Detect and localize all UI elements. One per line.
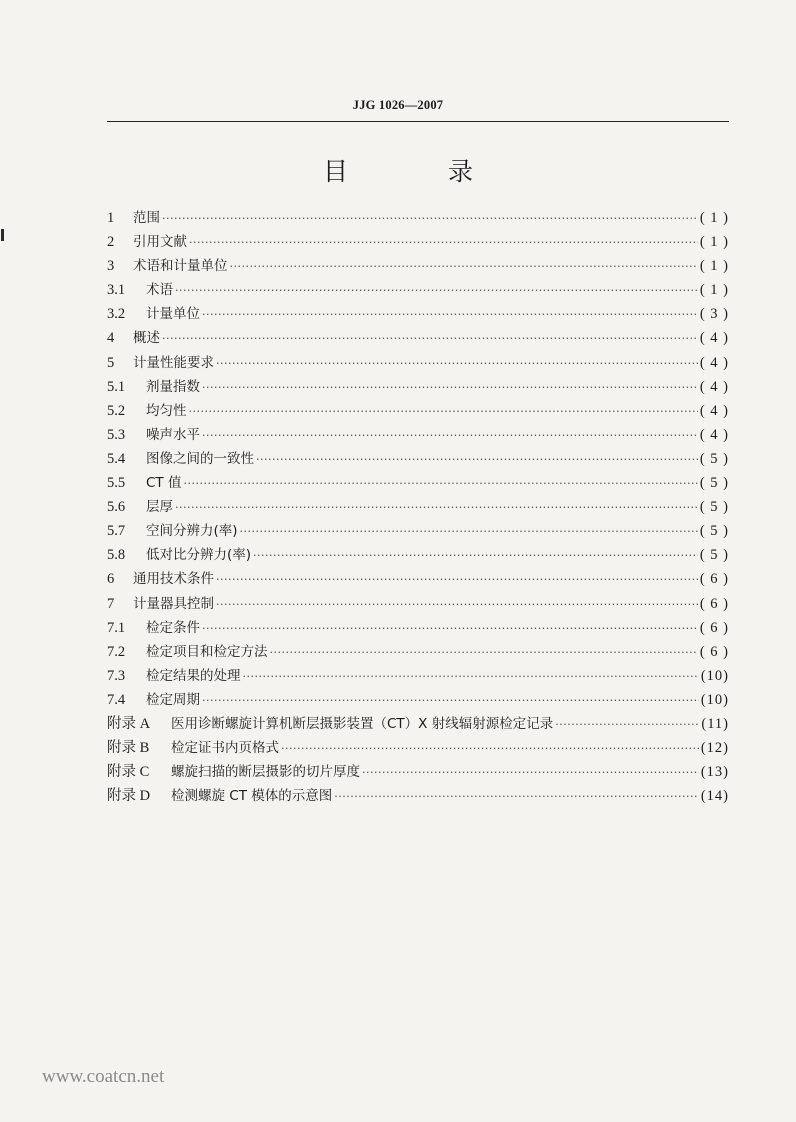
toc-entry-page: (12) — [700, 740, 729, 757]
toc-entry-number: 5.7 — [107, 523, 126, 540]
toc-entry-page: ( 1 ) — [699, 210, 729, 226]
toc-entry-number: 3.2 — [107, 306, 126, 323]
toc-entry[interactable] — [107, 784, 729, 808]
toc-entry-number: 附录 B — [107, 740, 150, 757]
toc-dot-leader — [243, 670, 699, 683]
toc-entry-number: 附录 A — [107, 715, 151, 732]
toc-entry[interactable] — [107, 254, 729, 278]
toc-entry-number: 5.2 — [107, 402, 126, 419]
toc-entry[interactable] — [107, 712, 729, 736]
toc-entry-number: 6 — [107, 571, 115, 588]
toc-entry-title: 均匀性 — [146, 402, 187, 419]
toc-entry-page: ( 6 ) — [699, 643, 729, 660]
toc-entry-number: 3 — [107, 258, 115, 275]
toc-entry-page: ( 5 ) — [699, 523, 729, 540]
toc-entry[interactable] — [107, 230, 729, 254]
toc-entry-title: CT 值 — [146, 475, 182, 492]
toc-entry-number: 5.1 — [107, 378, 126, 395]
toc-entry-page: ( 5 ) — [699, 450, 729, 467]
toc-entry-title: 层厚 — [146, 499, 173, 516]
table-of-contents — [107, 206, 729, 808]
toc-entry[interactable] — [107, 543, 729, 567]
toc-entry[interactable] — [107, 736, 729, 760]
document-code: JJG 1026—2007 — [352, 98, 444, 112]
toc-entry-number: 附录 D — [107, 788, 151, 805]
toc-dot-leader — [189, 405, 698, 418]
toc-dot-leader — [202, 429, 698, 442]
toc-entry-title: 螺旋扫描的断层摄影的切片厚度 — [171, 764, 360, 781]
toc-entry-title: 计量性能要求 — [133, 354, 214, 371]
toc-dot-leader — [230, 260, 698, 273]
toc-entry[interactable] — [107, 567, 729, 591]
toc-entry-title: 术语和计量单位 — [133, 258, 228, 275]
toc-entry-title: 检测螺旋 CT 模体的示意图 — [171, 788, 333, 805]
toc-entry-title: 低对比分辨力(率) — [146, 547, 252, 564]
toc-dot-leader — [362, 766, 699, 779]
toc-entry[interactable] — [107, 664, 729, 688]
toc-dot-leader — [162, 332, 698, 345]
toc-entry-title: 图像之间的一致性 — [146, 450, 254, 467]
toc-entry[interactable] — [107, 447, 729, 471]
toc-entry-page: ( 4 ) — [699, 330, 729, 347]
toc-dot-leader — [183, 477, 697, 490]
toc-dot-leader — [240, 525, 698, 538]
toc-dot-leader — [555, 718, 699, 731]
toc-entry[interactable] — [107, 688, 729, 712]
toc-entry-title: 检定条件 — [146, 619, 200, 636]
toc-entry[interactable] — [107, 326, 729, 350]
toc-entry-title: 噪声水平 — [146, 426, 200, 443]
toc-entry-title: 通用技术条件 — [133, 571, 214, 588]
toc-entry-number: 5.6 — [107, 499, 126, 516]
toc-dot-leader — [216, 598, 698, 611]
toc-entry-number: 5 — [107, 354, 115, 371]
toc-entry-title: 概述 — [133, 330, 160, 347]
toc-entry-number: 1 — [107, 210, 115, 226]
toc-entry-page: ( 3 ) — [699, 306, 729, 323]
toc-dot-leader — [270, 646, 698, 659]
toc-entry-number: 7.2 — [107, 643, 126, 660]
toc-entry[interactable] — [107, 423, 729, 447]
toc-entry[interactable] — [107, 375, 729, 399]
toc-entry-title: 计量器具控制 — [133, 595, 214, 612]
toc-dot-leader — [175, 284, 698, 297]
toc-entry[interactable] — [107, 471, 729, 495]
toc-dot-leader — [334, 790, 699, 803]
toc-entry-page: (10) — [700, 691, 729, 708]
toc-dot-leader — [175, 501, 698, 514]
toc-entry[interactable] — [107, 760, 729, 784]
toc-entry-number: 2 — [107, 234, 115, 251]
toc-dot-leader — [281, 742, 699, 755]
toc-entry-number: 5.3 — [107, 426, 126, 443]
toc-entry[interactable] — [107, 278, 729, 302]
toc-entry-title: 医用诊断螺旋计算机断层摄影装置（CT）X 射线辐射源检定记录 — [171, 715, 554, 732]
toc-entry-number: 5.4 — [107, 450, 126, 467]
toc-entry-number: 7.4 — [107, 691, 126, 708]
toc-entry-page: ( 5 ) — [699, 475, 729, 492]
toc-entry-title: 空间分辨力(率) — [146, 523, 238, 540]
toc-entry-number: 5.8 — [107, 547, 126, 564]
toc-entry[interactable] — [107, 495, 729, 519]
header-rule — [107, 121, 729, 122]
toc-entry-number: 7.3 — [107, 667, 126, 684]
toc-dot-leader — [202, 694, 699, 707]
scan-margin-mark — [1, 229, 4, 241]
watermark: www.coatcn.net — [42, 1066, 165, 1087]
toc-entry-title: 术语 — [146, 282, 173, 299]
toc-entry-page: ( 1 ) — [699, 234, 729, 251]
toc-entry-page: ( 6 ) — [699, 619, 729, 636]
toc-entry-page: ( 6 ) — [699, 595, 729, 612]
toc-entry-number: 3.1 — [107, 282, 126, 299]
toc-entry-number: 附录 C — [107, 764, 150, 781]
toc-entry[interactable] — [107, 302, 729, 326]
toc-dot-leader — [162, 212, 698, 225]
toc-entry-page: ( 5 ) — [699, 547, 729, 564]
toc-dot-leader — [202, 622, 698, 635]
page-title: 目 录 — [323, 157, 519, 186]
toc-entry-page: ( 4 ) — [699, 426, 729, 443]
toc-entry-page: ( 4 ) — [699, 378, 729, 395]
toc-entry-title: 计量单位 — [146, 306, 200, 323]
toc-entry-page: ( 1 ) — [699, 258, 729, 275]
toc-entry[interactable] — [107, 519, 729, 543]
toc-entry[interactable] — [107, 206, 729, 230]
toc-entry-page: (13) — [700, 764, 729, 781]
toc-dot-leader — [189, 236, 698, 249]
toc-entry[interactable] — [107, 592, 729, 616]
toc-entry-number: 5.5 — [107, 475, 126, 492]
toc-dot-leader — [202, 308, 698, 321]
toc-entry-title: 检定项目和检定方法 — [146, 643, 268, 660]
toc-entry-page: ( 6 ) — [699, 571, 729, 588]
toc-entry-title: 检定结果的处理 — [146, 667, 241, 684]
toc-entry-page: (11) — [701, 715, 729, 732]
toc-entry-title: 范围 — [133, 210, 160, 226]
toc-entry-title: 检定证书内页格式 — [171, 740, 279, 757]
toc-entry-page: ( 4 ) — [699, 402, 729, 419]
toc-entry-page: ( 1 ) — [699, 282, 729, 299]
toc-entry-page: ( 4 ) — [699, 354, 729, 371]
toc-dot-leader — [256, 453, 698, 466]
toc-entry-title: 引用文献 — [133, 234, 187, 251]
toc-entry[interactable] — [107, 351, 729, 375]
toc-dot-leader — [216, 573, 698, 586]
toc-entry[interactable] — [107, 640, 729, 664]
toc-entry[interactable] — [107, 616, 729, 640]
toc-dot-leader — [202, 381, 698, 394]
toc-entry-page: (14) — [700, 788, 729, 805]
toc-entry-page: (10) — [700, 667, 729, 684]
toc-entry-number: 4 — [107, 330, 115, 347]
toc-dot-leader — [216, 357, 698, 370]
toc-entry-title: 检定周期 — [146, 691, 200, 708]
toc-dot-leader — [253, 549, 698, 562]
toc-entry-page: ( 5 ) — [699, 499, 729, 516]
toc-entry-number: 7 — [107, 595, 115, 612]
toc-entry-number: 7.1 — [107, 619, 126, 636]
toc-entry-title: 剂量指数 — [146, 378, 200, 395]
toc-entry[interactable] — [107, 399, 729, 423]
